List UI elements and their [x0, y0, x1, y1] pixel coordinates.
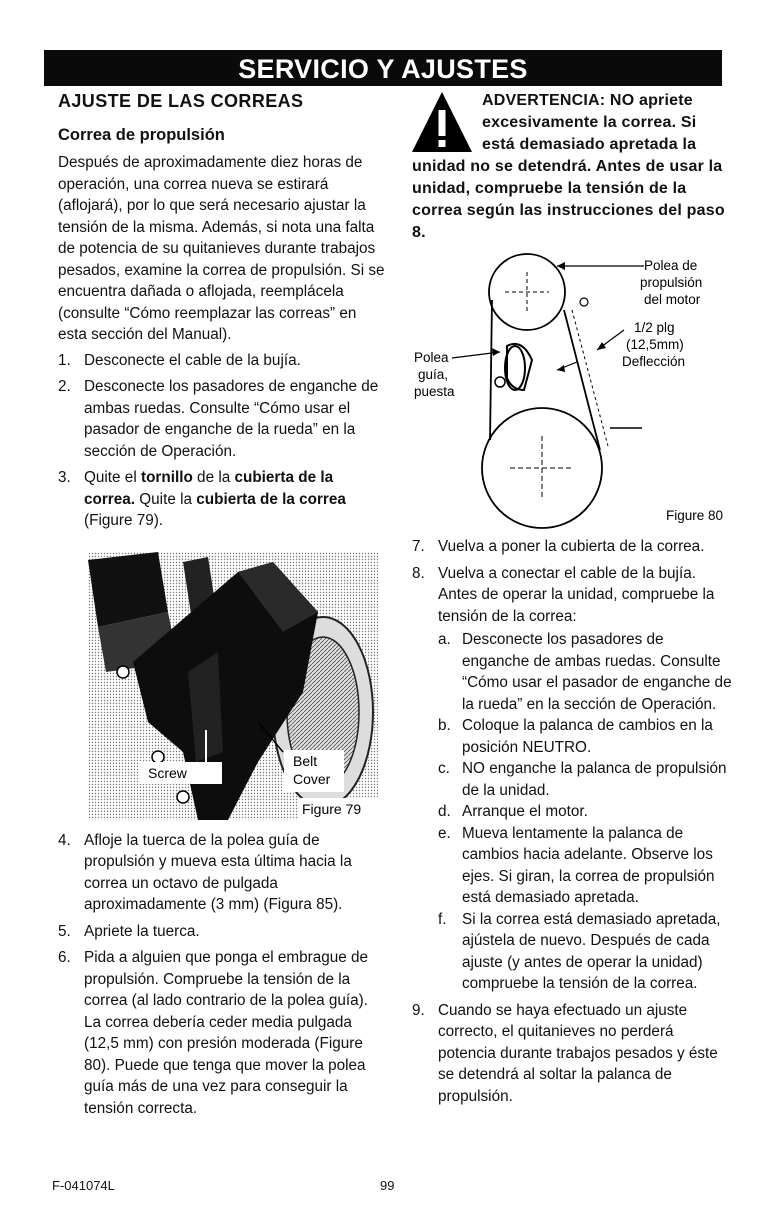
step-text: Afloje la tuerca de la polea guía de propulsión y mueva esta última hacia la correa un octavo de pulgada aproximadamente (3 mm) (Figura 85).	[84, 831, 352, 913]
belt-label: Belt	[293, 752, 318, 769]
substep-letter: a.	[438, 631, 451, 648]
screw-label: Screw	[148, 764, 187, 781]
substep-letter: b.	[438, 717, 451, 734]
step-bold: cubierta de la correa.	[84, 469, 334, 508]
step-number: 3.	[58, 469, 71, 486]
step-6	[58, 947, 386, 1119]
step-number: 9.	[412, 1001, 425, 1019]
step-7	[412, 536, 732, 558]
step-text: Pida a alguien que ponga el embrague de propulsión. Compruebe la tensión de la correa (al lado contrario de la polea guía). La correa debería ceder media pulgada (12,5 mm) con presión moderada (Figure 80). Puede que tenga que mover la polea guía más de una vez para conseguir la tensión correcta.	[84, 949, 369, 1117]
document-code: F-041074L	[52, 1178, 115, 1193]
left-column	[58, 90, 386, 1124]
step-1	[58, 350, 386, 372]
step-text: Quite la	[135, 490, 197, 508]
motor-pulley-label-1: Polea de	[644, 258, 698, 273]
substep-b	[438, 715, 732, 758]
idler-label-1: Polea	[414, 350, 449, 365]
substep-c	[438, 758, 732, 801]
substep-d	[438, 801, 732, 823]
step-5	[58, 921, 386, 943]
warning-triangle-icon	[410, 90, 474, 156]
substep-letter: c.	[438, 760, 450, 777]
step-text: Cuando se haya efectuado un ajuste correcto, el quitanieves no perderá potencia durante trabajos pesados y éste se detendrá al soltar la palanca de propulsión.	[438, 1001, 718, 1105]
substep-text: NO enganche la palanca de propulsión de la unidad.	[462, 760, 727, 799]
substep-text: Arranque el motor.	[462, 803, 588, 820]
deflection-label-3: Deflección	[622, 354, 686, 369]
step-text: Quite el	[84, 469, 141, 486]
motor-pulley-label-3: del motor	[644, 292, 701, 307]
step-text: Apriete la tuerca.	[84, 922, 200, 940]
step-number: 1.	[58, 351, 71, 369]
deflection-label-1: 1/2 plg	[634, 320, 675, 335]
step-text: de la	[192, 469, 235, 486]
section-heading: AJUSTE DE LAS CORREAS	[58, 91, 304, 111]
step-number: 5.	[58, 922, 71, 940]
right-column	[412, 90, 732, 1112]
step-bold: tornillo	[140, 469, 193, 486]
warning-text: ADVERTENCIA: NO apriete excesivamente la correa. Si está demasiado apretada la unidad no se detendrá. Antes de usar la unidad, compruebe la tensión de la correa según las instrucciones del paso 8.	[412, 92, 725, 241]
step-4	[58, 830, 386, 916]
substep-f	[438, 909, 732, 995]
step-9	[412, 1000, 732, 1108]
steps-list-a	[58, 350, 386, 532]
section-banner: SERVICIO Y AJUSTES	[44, 50, 722, 86]
right-steps-list	[412, 536, 732, 1107]
deflection-label-2: (12,5mm)	[626, 337, 684, 352]
substep-letter: d.	[438, 803, 451, 820]
step-2	[58, 376, 386, 462]
step-bold: cubierta de la correa	[196, 490, 346, 508]
figure-80-caption: Figure 80	[666, 508, 724, 523]
step-number: 8.	[412, 564, 425, 582]
intro-paragraph: Después de aproximadamente diez horas de operación, una correa nueva se estirará (aflojará), por lo que será necesario ajustar la tensión de la misma. Además, si nota una falta de potencia de su quitanieves durante trabajos pesados, examine la correa de propulsión. Si se encuentra dañada o aflojada, reemplácela (consulte “Cómo reemplazar las correas” en esta sección del Manual).	[58, 154, 385, 343]
step-8	[412, 563, 732, 995]
motor-pulley-label-2: propulsión	[640, 275, 703, 290]
cover-label: Cover	[293, 770, 331, 787]
figure-79	[88, 552, 378, 820]
substep-text: Si la correa está demasiado apretada, ajústela de nuevo. Después de cada ajuste (y antes de operar la unidad) compruebe la tensión de la correa.	[462, 910, 721, 992]
belt-deflection-diagram	[412, 250, 732, 530]
step-number: 4.	[58, 831, 71, 849]
substep-letter: e.	[438, 824, 451, 842]
substep-text: Desconecte los pasadores de enganche de ambas ruedas. Consulte “Cómo usar el pasador de enganche de la rueda” en la sección de Operación.	[462, 631, 732, 713]
figure-79-caption: Figure 79	[302, 800, 362, 817]
step-3	[58, 467, 386, 532]
idler-label-2: guía,	[418, 367, 449, 382]
substep-e	[438, 823, 732, 909]
warning-block	[412, 90, 732, 244]
step-text: Vuelva a conectar el cable de la bujía. Antes de operar la unidad, compruebe la tensión de la correa:	[438, 564, 715, 625]
step-number: 2.	[58, 378, 71, 395]
step-text: Desconecte los pasadores de enganche de ambas ruedas. Consulte “Cómo usar el pasador de enganche de la rueda” en la sección de Operación.	[84, 378, 379, 460]
subheading: Correa de propulsión	[58, 126, 225, 144]
substep-letter: f.	[438, 910, 447, 928]
substep-a	[438, 629, 732, 715]
step-text: Vuelva a poner la cubierta de la correa.	[438, 538, 705, 555]
step-text: (Figure 79).	[84, 512, 164, 529]
belt-cover-illustration	[88, 552, 378, 820]
idler-label-3: puesta	[414, 384, 455, 399]
figure-80	[412, 250, 732, 530]
substep-text: Coloque la palanca de cambios en la posición NEUTRO.	[462, 717, 713, 756]
step-number: 7.	[412, 538, 425, 555]
substep-text: Mueva lentamente la palanca de cambios hacia adelante. Observe los ejes. Si giran, la correa de propulsión está demasiado apretada.	[462, 824, 715, 906]
steps-list-b	[58, 830, 386, 1120]
step-text: Desconecte el cable de la bujía.	[84, 351, 301, 369]
page-number: 99	[380, 1178, 395, 1193]
step-number: 6.	[58, 949, 71, 966]
step-8-substeps	[438, 629, 732, 995]
